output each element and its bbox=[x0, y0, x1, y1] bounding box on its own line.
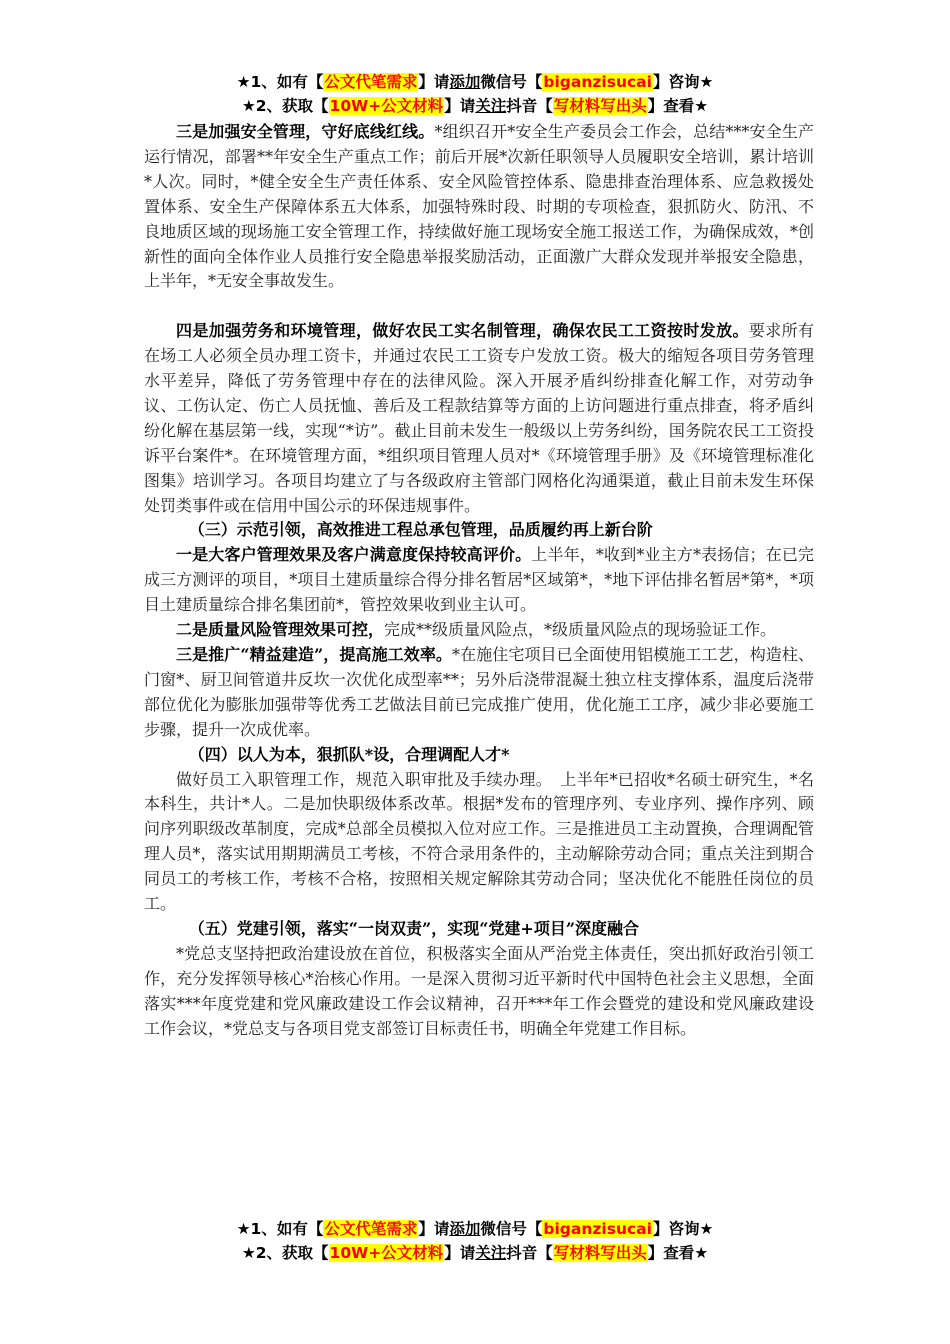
paragraph-lean: 三是推广“精益建造”，提高施工效率。*在施住宅项目已全面使用铝模施工工艺，构造柱、门窗*、厨卫间管道井反坎一次优化成型率**；另外后浇带混凝土独立柱支撑体系，温度后浇带部位优化为膨胀加强带等优秀工艺做法目前已完成推广使用，优化施工工序，减少非必要施工步骤，提升一次成优率。 bbox=[144, 645, 814, 739]
promo-banner-bottom-line-2: ★2、获取【10W+公文材料】请关注抖音【写材料写出头】查看★ bbox=[241, 1244, 709, 1262]
section-heading-3: （三）示范引领，高效推进工程总承包管理，品质履约再上新台阶 bbox=[188, 520, 653, 540]
highlight-wechat-id: biganzisucai bbox=[543, 73, 652, 91]
promo-banner-top-line-2: ★2、获取【10W+公文材料】请关注抖音【写材料写出头】查看★ bbox=[241, 97, 709, 115]
highlight-douyin: 写材料写出头 bbox=[553, 1244, 647, 1262]
paragraph-customer: 一是大客户管理效果及客户满意度保持较高评价。上半年，*收到*业主方*表扬信；在已完成三方测评的项目，*项目土建质量综合得分排名暂居*区域第*，*地下评估排名暂居*第*，*项目土建质量综合排名集团前*，管控效果收到业主认可。 bbox=[144, 545, 814, 615]
star-icon: ★ bbox=[241, 97, 256, 115]
section-heading-5: （五）党建引领，落实“一岗双责”，实现“党建+项目”深度融合 bbox=[188, 918, 640, 938]
highlight-wechat-id: biganzisucai bbox=[543, 1220, 652, 1238]
document-body bbox=[144, 120, 814, 1042]
promo-banner-bottom-line-1: ★1、如有【公文代笔需求】请添加微信号【biganzisucai】咨询★ bbox=[236, 1220, 714, 1238]
paragraph-labor: 四是加强劳务和环境管理，做好农民工实名制管理，确保农民工工资按时发放。要求所有在场工人必须全员办理工资卡，并通过农民工工资专户发放工资。极大的缩短各项目劳务管理水平差异，降低了劳务管理中存在的法律风险。深入开展矛盾纠纷排查化解工作，对劳动争议、工伤认定、伤亡人员抚恤、善后及工程款结算等方面的上访问题进行重点排查，将矛盾纠纷化解在基层第一线，实现“*访”。截止目前未发生一般级以上劳务纠纷，国务院农民工工资投诉平台案件*。在环境管理方面，*组织项目管理人员对*《环境管理手册》及《环境管理标准化图集》培训学习。各项目均建立了与各级政府主管部门网格化沟通渠道，截止目前未发生环保处罚类事件或在信用中国公示的环保违规事件。 bbox=[144, 321, 814, 515]
section-heading-4: （四）以人为本，狠抓队*设，合理调配人才* bbox=[188, 744, 510, 764]
highlight-materials: 10W+公文材料 bbox=[329, 1244, 444, 1262]
promo-banner-top-line-1: ★1、如有【公文代笔需求】请添加微信号【biganzisucai】咨询★ bbox=[236, 73, 714, 91]
highlight-douyin: 写材料写出头 bbox=[553, 97, 647, 115]
star-icon: ★ bbox=[236, 1220, 251, 1238]
star-icon: ★ bbox=[236, 73, 251, 91]
star-icon: ★ bbox=[241, 1244, 256, 1262]
paragraph-safety: 三是加强安全管理，守好底线红线。*组织召开*安全生产委员会工作会，总结***安全生产运行情况，部署**年安全生产重点工作；前后开展*次新任职领导人员履职安全培训，累计培训*人次。同时，*健全安全生产责任体系、安全风险管控体系、隐患排查治理体系、应急救援处置体系、安全生产保障体系五大体系，加强特殊时段、时期的专项检查，狠抓防火、防汛、不良地质区域的现场施工安全管理工作，持续做好施工现场安全施工报送工作，为确保成效，*创新性的面向全体作业人员推行安全隐患举报奖励活动，正面激广大群众发现并举报安全隐患，上半年，*无安全事故发生。 bbox=[144, 122, 814, 291]
highlight-service: 公文代笔需求 bbox=[324, 1220, 418, 1238]
paragraph-staff: 做好员工入职管理工作，规范入职审批及手续办理。 上半年*已招收*名硕士研究生，*名本科生，共计*人。二是加快职级体系改革。根据*发布的管理序列、专业序列、操作序列、顾问序列职级改革制度，完成*总部全员模拟入位对应工作。三是推进员工主动置换，合理调配管理人员*，落实试用期期满员工考核，不符合录用条件的，主动解除劳动合同；重点关注到期合同员工的考核工作，考核不合格，按照相关规定解除其劳动合同；坚决优化不能胜任岗位的员工。 bbox=[144, 769, 814, 914]
paragraph-party: *党总支坚持把政治建设放在首位，积极落实全面从严治党主体责任，突出抓好政治引领工作，充分发挥领导核心*治核心作用。一是深入贯彻习近平新时代中国特色社会主义思想，全面落实***年度党建和党风廉政建设工作会议精神，召开***年工作会暨党的建设和党风廉政建设工作会议，*党总支与各项目党支部签订目标责任书，明确全年党建工作目标。 bbox=[144, 943, 814, 1038]
paragraph-quality: 二是质量风险管理效果可控，完成**级质量风险点，*级质量风险点的现场验证工作。 bbox=[176, 620, 777, 640]
highlight-service: 公文代笔需求 bbox=[324, 73, 418, 91]
highlight-materials: 10W+公文材料 bbox=[329, 97, 444, 115]
